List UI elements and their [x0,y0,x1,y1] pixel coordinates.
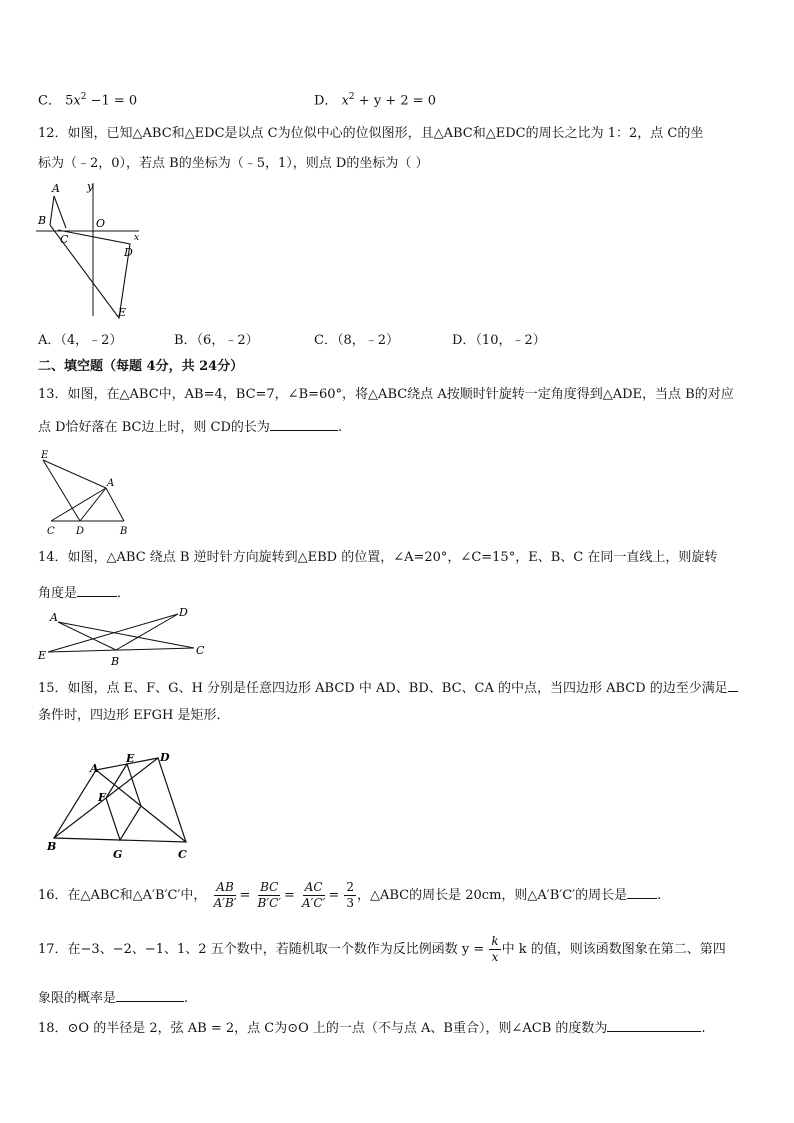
expr-part: −1 = 0 [86,93,138,109]
q12-option-d: D．（10，﹣2） [452,333,546,348]
q18-text: 18．⊙O 的半径是 2，弦 AB = 2，点 C为⊙O 上的一点（不与点 A、B重合），则∠ACB 的度数为 [38,1021,608,1036]
q17-post: 中 k 的值，则该函数图象在第二、第四 [501,942,726,957]
label-d: D [76,526,85,537]
q12-option-a: A．（4，﹣2） [38,333,123,348]
q13-line1: 13．如图，在△ABC中，AB=4，BC=7，∠B=60°，将△ABC绕点 A按顺时针旋转一定角度得到△ADE，当点 B的对应 [38,387,734,402]
q17-line2 [38,987,188,1008]
frac-den: A′B′ [213,896,237,910]
answer-blank [77,582,117,597]
q14-figure [36,604,216,668]
label-a: A [50,611,58,624]
label-c: C [47,526,55,537]
frac-ratio [344,880,356,911]
section-title: 二、填空题（每题 4分，共 24分） [38,359,244,374]
label-e: E [41,450,49,461]
label-c: C [178,848,187,861]
q12-option-b: B．（6，﹣2） [174,333,259,348]
q14-line1: 14．如图，△ABC 绕点 B 逆时针方向旋转到△EBD 的位置，∠A=20°，∠C=15°，E、B、C 在同一直线上，则旋转 [38,550,718,565]
q12-figure [34,178,154,323]
frac-num: AC [304,880,323,894]
seg-bd [116,614,178,650]
seg-ea [43,460,106,488]
expr-sup: 2 [80,92,87,102]
frac-bc [256,880,283,911]
segment-ac [54,196,66,228]
label-e: E [118,306,127,319]
q12-option-c: C．（8，﹣2） [314,333,399,348]
frac-den: A′C′ [302,896,326,910]
seg-da [80,488,106,521]
q11-option-c [38,88,137,110]
q16-post: ，△ABC的周长是 20cm，则△A′B′C′的周长是 [356,888,628,903]
q14-line2 [38,582,130,603]
q15-figure [40,748,200,866]
q12-line2: 标为（﹣2，0），若点 B的坐标为（﹣5，1），则点 D的坐标为（ ） [38,156,429,171]
label-x: x [134,233,140,243]
label-a: A [90,762,99,775]
q17-line1 [38,932,726,968]
expr-part: + y + 2 = 0 [354,93,437,109]
label-y: y [87,180,94,193]
label-d: D [160,751,170,764]
frac-ac [300,880,327,911]
frac-den: 3 [346,896,354,910]
q13-figure [38,448,138,538]
label-a: A [52,182,60,195]
frac-num: AB [216,880,234,894]
label-b: B [111,655,120,668]
punct: ． [117,586,131,601]
seg-ec [48,648,194,652]
frac-num: 2 [346,880,354,894]
triangles [50,196,130,318]
seg-ab [106,488,124,521]
label-e: E [126,752,135,765]
punct: . [657,888,662,903]
answer-blank [607,1017,701,1032]
frac-num: BC [260,880,279,894]
label-c: C [60,233,69,246]
option-label: C． [38,93,61,109]
q15-line1 [38,677,738,698]
q13-line2 [38,416,342,437]
frac-den: x [491,950,499,964]
quad-abcd [54,758,186,842]
q11-option-d [314,88,436,110]
seg-ed [43,460,80,521]
answer-blank [270,416,338,431]
seg-ed [48,614,178,652]
label-b: B [120,526,128,537]
frac-ab [212,880,239,911]
expr-sup: 2 [348,92,355,102]
punct: . [184,991,189,1006]
frac-num: k [491,934,499,948]
seg-ca [51,488,106,521]
q14-line2-text: 角度是 [38,586,78,601]
q13-line2-text: 点 D恰好落在 BC边上时，则 CD的长为 [38,420,270,435]
label-d: D [124,246,133,259]
q17-line2-text: 象限的概率是 [38,991,117,1006]
label-e: E [38,649,47,662]
frac-k-x [489,934,500,965]
label-c: C [196,644,205,657]
label-b: B [38,214,47,227]
label-o: O [96,217,106,230]
q15-line2: 条件时，四边形 EFGH 是矩形． [38,708,230,723]
q15-line1-text: 15．如图，点 E、F、G、H 分别是任意四边形 ABCD 中 AD、BD、BC、CA 的中点，当四边形 ABCD 的边至少满足 [38,681,728,696]
answer-blank [116,987,184,1002]
label-g: G [113,848,123,861]
q17-pre: 17．在−3、−2、−1、1、2 五个数中，若随机取一个数作为反比例函数 y = [38,942,485,957]
punct: . [701,1021,706,1036]
label-b: B [47,840,57,853]
q12-line1: 12．如图，已知△ABC和△EDC是以点 C为位似中心的位似图形，且△ABC和△EDC的周长之比为 1：2，点 C的坐 [38,126,704,141]
answer-blank [627,884,657,899]
expr-part: 5 [65,93,74,109]
q18-line [38,1017,706,1038]
label-d: D [179,606,188,619]
label-f: F [98,791,106,804]
punct: . [337,420,343,435]
q16-pre: 16．在△ABC和△A′B′C′中， [38,888,207,903]
frac-den: B′C′ [257,896,281,910]
seg-ab [58,622,116,650]
option-label: D． [314,93,338,109]
expr-var: x [73,93,81,109]
q16-line: 16．在△ABC和△A′B′C′中， $\frac{AB}{A'B'}$ = $\frac{BC}{B'C'}$ = $\frac{AC}{A'C'}$ = $\frac{2}{3}$ ，△ABC的周长是 20cm，则△A′B′C′的周长是 . [38,880,662,910]
answer-blank [728,677,738,692]
expr-var: x [341,93,349,109]
label-a: A [107,478,115,489]
